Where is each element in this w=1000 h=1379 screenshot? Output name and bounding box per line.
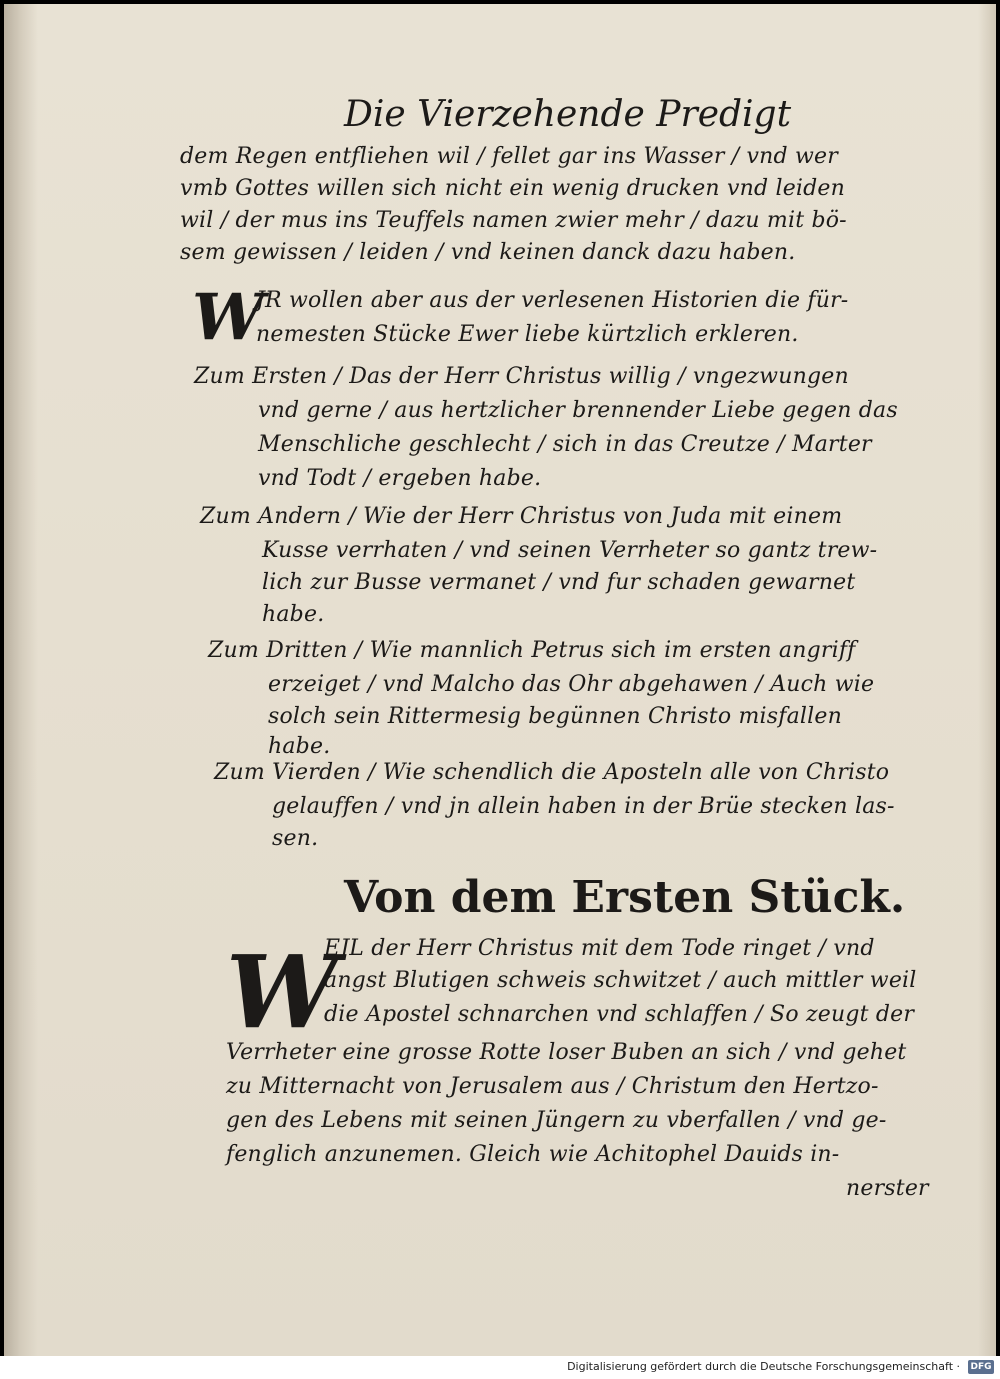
- list-item-line: Zum Dritten / Wie mannlich Petrus sich im ersten angriff: [208, 638, 856, 663]
- text-line: gen des Lebens mit seinen Jüngern zu vberfallen / vnd ge-: [226, 1108, 887, 1133]
- drop-cap: W: [226, 933, 339, 1051]
- list-item-line: Zum Ersten / Das der Herr Christus willig / vngezwungen: [194, 364, 849, 389]
- running-head: Die Vierzehende Predigt: [344, 94, 792, 135]
- section-heading: Von dem Ersten Stück.: [344, 872, 906, 923]
- footer-bar: [0, 1356, 1000, 1379]
- text-line: die Apostel schnarchen vnd schlaffen / So zeugt der: [324, 1002, 915, 1027]
- list-item-line: lich zur Busse vermanet / vnd fur schaden gewarnet: [262, 570, 856, 595]
- dfg-logo: DFG: [968, 1360, 994, 1374]
- text-line: wil / der mus ins Teuffels namen zwier mehr / dazu mit bö-: [180, 208, 847, 233]
- text-line: JR wollen aber aus der verlesenen Historien die für-: [256, 288, 849, 313]
- scanned-page: [4, 4, 996, 1356]
- text-line: nemesten Stücke Ewer liebe kürtzlich erkleren.: [256, 322, 799, 347]
- list-item-line: vnd Todt / ergeben habe.: [258, 466, 542, 491]
- list-item-line: gelauffen / vnd jn allein haben in der Brüe stecken las-: [272, 794, 895, 819]
- text-line: EJL der Herr Christus mit dem Tode ringet / vnd: [324, 936, 875, 961]
- text-line: zu Mitternacht von Jerusalem aus / Christum den Hertzo-: [226, 1074, 879, 1099]
- list-item-line: habe.: [268, 734, 331, 759]
- catchword: nerster: [846, 1176, 929, 1201]
- text-line: sem gewissen / leiden / vnd keinen danck dazu haben.: [180, 240, 796, 265]
- funding-credit: Digitalisierung gefördert durch die Deutsche Forschungsgemeinschaft ·: [567, 1360, 960, 1373]
- list-item-line: Menschliche geschlecht / sich in das Creutze / Marter: [258, 432, 872, 457]
- list-item-line: erzeiget / vnd Malcho das Ohr abgehawen / Auch wie: [268, 672, 875, 697]
- text-line: Verrheter eine grosse Rotte loser Buben an sich / vnd gehet: [226, 1040, 907, 1065]
- list-item-line: habe.: [262, 602, 325, 627]
- text-line: angst Blutigen schweis schwitzet / auch mittler weil: [324, 968, 917, 993]
- text-line: vmb Gottes willen sich nicht ein wenig drucken vnd leiden: [180, 176, 846, 201]
- list-item-line: vnd gerne / aus hertzlicher brennender Liebe gegen das: [258, 398, 898, 423]
- list-item-line: Kusse verrhaten / vnd seinen Verrheter so gantz trew-: [262, 538, 878, 563]
- list-item-line: Zum Andern / Wie der Herr Christus von Juda mit einem: [200, 504, 843, 529]
- list-item-line: solch sein Rittermesig begünnen Christo misfallen: [268, 704, 842, 729]
- drop-cap: W: [192, 280, 264, 355]
- text-line: dem Regen entfliehen wil / fellet gar ins Wasser / vnd wer: [180, 144, 838, 169]
- list-item-line: sen.: [272, 826, 319, 851]
- text-line: fenglich anzunemen. Gleich wie Achitophel Dauids in-: [226, 1142, 840, 1167]
- list-item-line: Zum Vierden / Wie schendlich die Aposteln alle von Christo: [214, 760, 890, 785]
